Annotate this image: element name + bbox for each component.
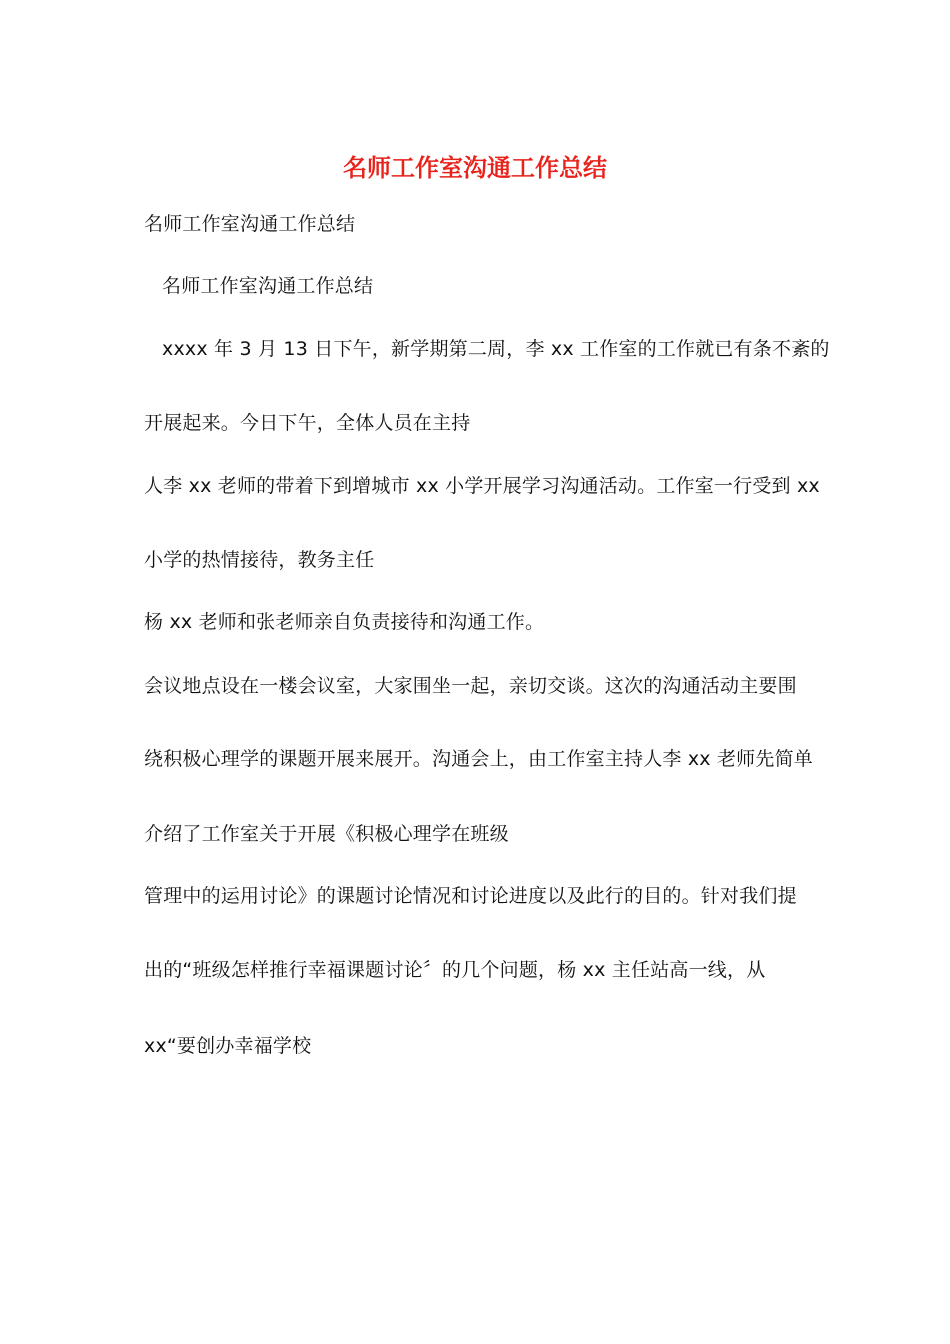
text-line: 管理中的运用讨论》的课题讨论情况和讨论进度以及此行的目的。针对我们提 [144, 885, 797, 907]
text-line: xx“要创办幸福学校 [144, 1035, 312, 1057]
text-line: 名师工作室沟通工作总结 [144, 213, 356, 235]
text-line: 人李 xx 老师的带着下到增城市 xx 小学开展学习沟通活动。工作室一行受到 xx [144, 475, 820, 497]
document-title: 名师工作室沟通工作总结 [343, 153, 607, 182]
text-line: 介绍了工作室关于开展《积极心理学在班级 [144, 823, 509, 845]
text-line: 会议地点设在一楼会议室，大家围坐一起，亲切交谈。这次的沟通活动主要围 [144, 675, 797, 697]
text-line: 出的“班级怎样推行幸福课题讨论〞的几个问题，杨 xx 主任站高一线，从 [144, 959, 766, 981]
text-line: 杨 xx 老师和张老师亲自负责接待和沟通工作。 [144, 611, 545, 633]
text-line: 绕积极心理学的课题开展来展开。沟通会上，由工作室主持人李 xx 老师先简单 [144, 748, 813, 770]
text-line: 名师工作室沟通工作总结 [162, 275, 374, 297]
text-line: xxxx 年 3 月 13 日下午，新学期第二周，李 xx 工作室的工作就已有条不紊的 [162, 338, 830, 360]
text-line: 开展起来。今日下午，全体人员在主持 [144, 412, 471, 434]
text-line: 小学的热情接待，教务主任 [144, 549, 375, 571]
